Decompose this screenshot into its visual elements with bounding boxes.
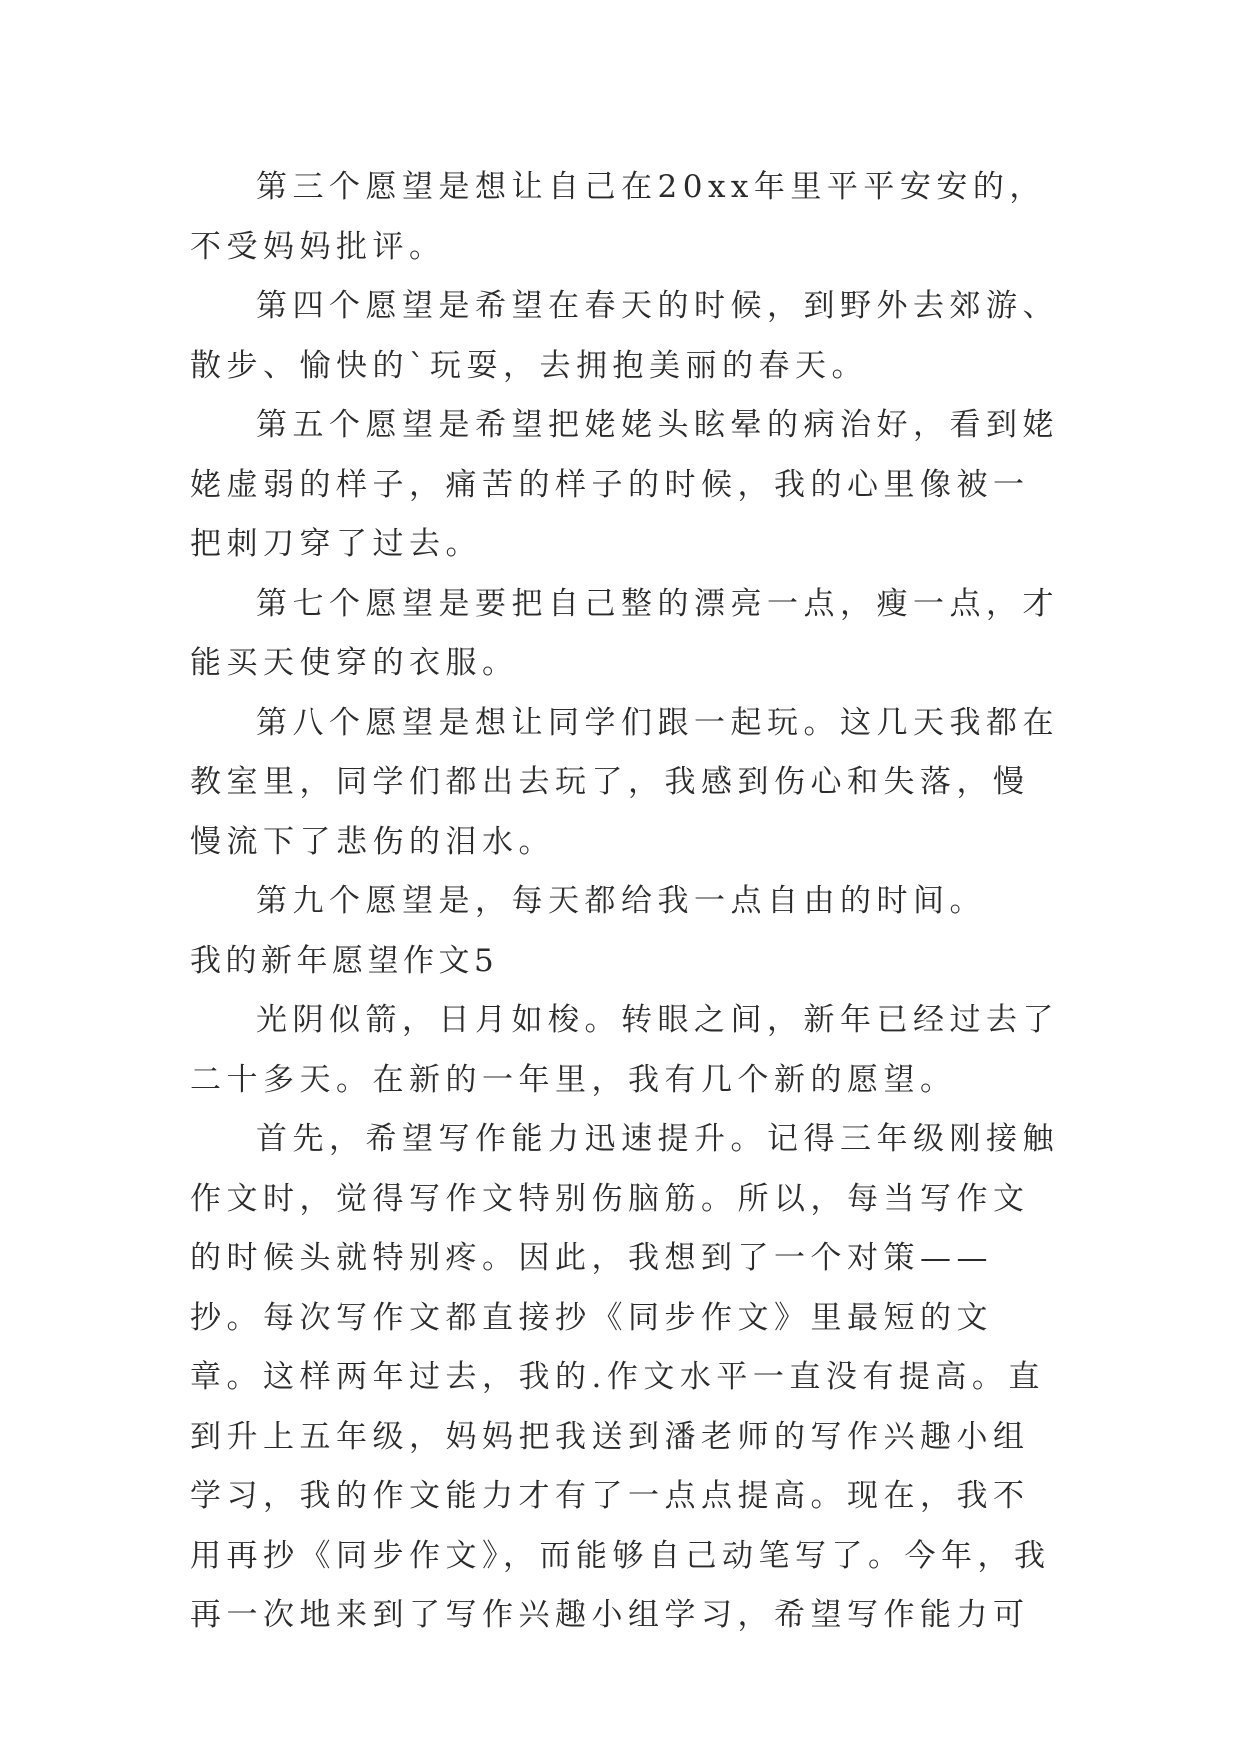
paragraph-writing-wish: 首先，希望写作能力迅速提升。记得三年级刚接触作文时，觉得写作文特别伤脑筋。所以，每当写作文的时候头就特别疼。因此，我想到了一个对策——抄。每次写作文都直接抄《同步作文》里最短的文章。这样两年过去，我的.作文水平一直没有提高。直到升上五年级，妈妈把我送到潘老师的写作兴趣小组学习，我的作文能力才有了一点点提高。现在，我不用再抄《同步作文》，而能够自己动笔写了。今年，我再一次地来到了写作兴趣小组学习，希望写作能力可 — [190, 1121, 1059, 1633]
paragraph-wish-7: 第七个愿望是要把自己整的漂亮一点，瘦一点，才能买天使穿的衣服。 — [190, 585, 1059, 681]
paragraph-intro: 光阴似箭，日月如梭。转眼之间，新年已经过去了二十多天。在新的一年里，我有几个新的愿望。 — [190, 1002, 1059, 1098]
paragraph-wish-9: 第九个愿望是，每天都给我一点自由的时间。 — [256, 883, 986, 919]
section-heading: 我的新年愿望作文5 — [190, 942, 499, 979]
document-body — [190, 158, 1060, 1646]
paragraph-wish-5: 第五个愿望是希望把姥姥头眩晕的病治好，看到姥姥虚弱的样子，痛苦的样子的时候，我的心里像被一把刺刀穿了过去。 — [190, 407, 1059, 562]
paragraph-wish-8: 第八个愿望是想让同学们跟一起玩。这几天我都在教室里，同学们都出去玩了，我感到伤心和失落，慢慢流下了悲伤的泪水。 — [190, 704, 1059, 860]
paragraph-wish-4: 第四个愿望是希望在春天的时候，到野外去郊游、散步、愉快的`玩耍，去拥抱美丽的春天。 — [190, 288, 1059, 384]
paragraph-wish-3: 第三个愿望是想让自己在20xx年里平平安安的，不受妈妈批评。 — [190, 169, 1046, 265]
